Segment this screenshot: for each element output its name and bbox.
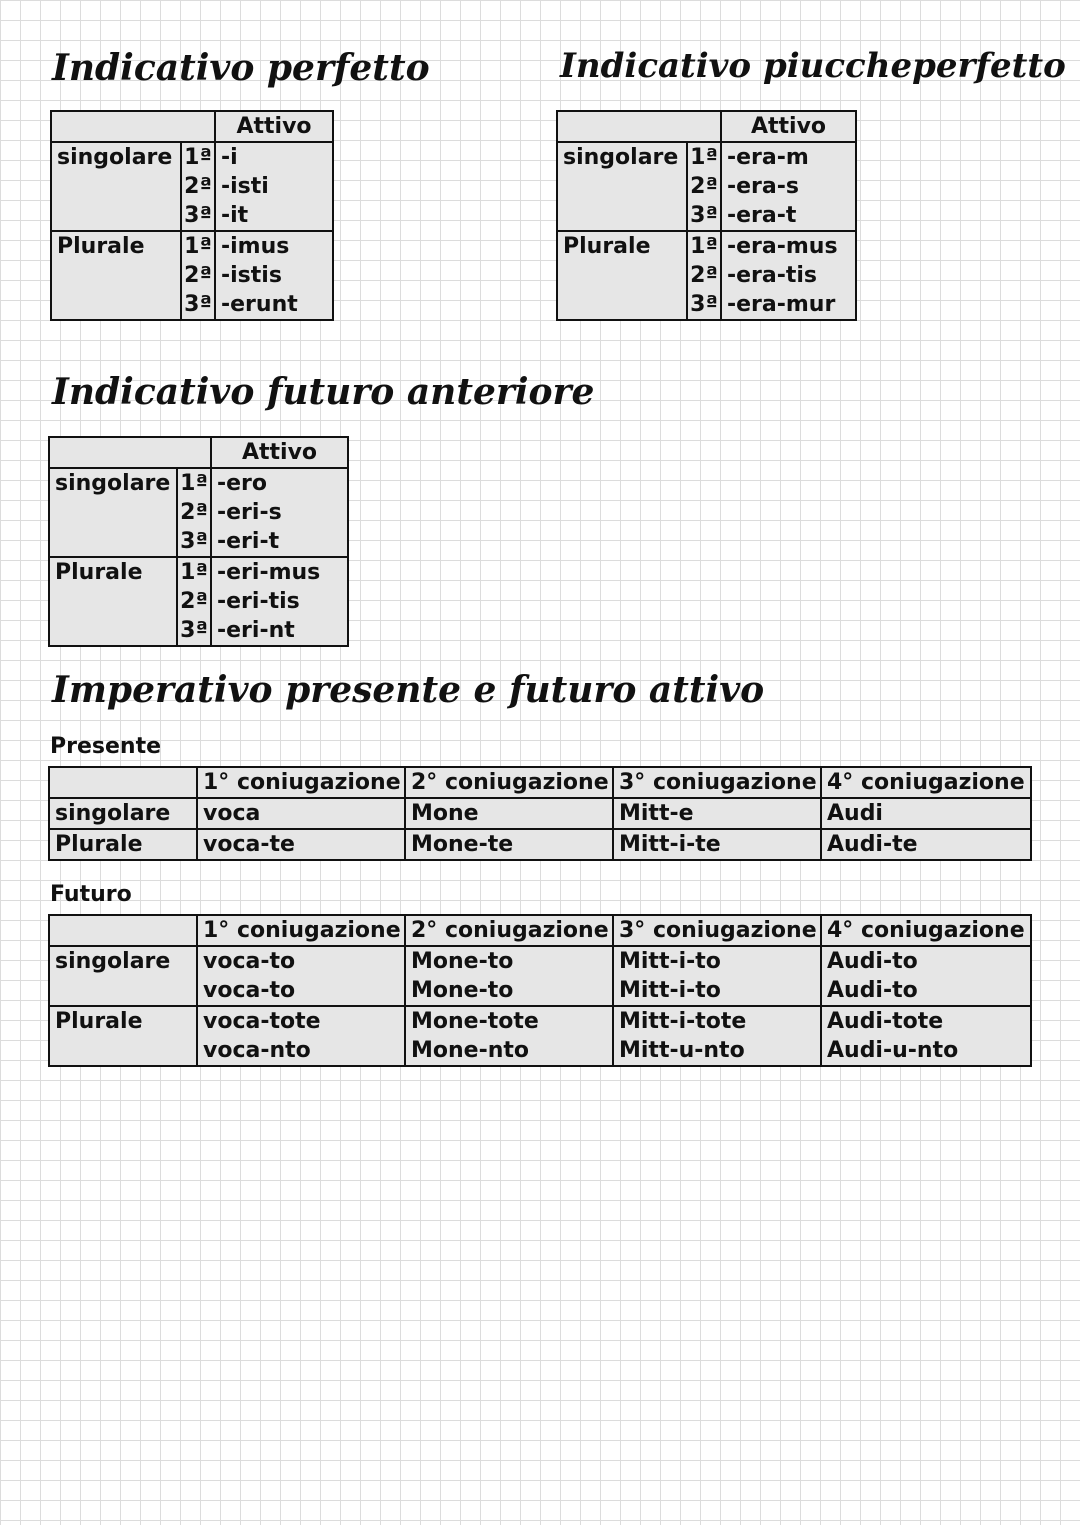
column-header: Attivo [211, 437, 348, 468]
form-cell: Audi-to [821, 946, 1031, 976]
ending-cell: -eri-t [211, 527, 348, 557]
table-row [557, 142, 856, 172]
table-imperativo-presente [48, 766, 1032, 861]
column-header: 3° coniugazione [613, 915, 821, 946]
row-label-singolare: singolare [49, 798, 197, 829]
row-label-singolare: singolare [49, 468, 177, 557]
form-cell: Mone-nto [405, 1036, 613, 1066]
table-row [557, 231, 856, 261]
form-cell: voca-tote [197, 1006, 405, 1036]
ending-cell: -era-s [721, 172, 856, 201]
person-number: 2ª [687, 172, 721, 201]
table-row [49, 468, 348, 498]
table-row [49, 557, 348, 587]
person-number: 1ª [177, 468, 211, 498]
form-cell: voca-to [197, 946, 405, 976]
table-row [49, 437, 348, 468]
column-header: 2° coniugazione [405, 915, 613, 946]
ending-cell: -imus [215, 231, 333, 261]
form-cell: voca-nto [197, 1036, 405, 1066]
ending-cell: -era-m [721, 142, 856, 172]
table-row [51, 231, 333, 261]
form-cell: Mone [405, 798, 613, 829]
person-number: 1ª [177, 557, 211, 587]
column-header: Attivo [215, 111, 333, 142]
person-number: 3ª [687, 290, 721, 320]
column-header: 2° coniugazione [405, 767, 613, 798]
person-number: 1ª [687, 231, 721, 261]
row-label-plurale: Plurale [49, 829, 197, 860]
ending-cell: -erunt [215, 290, 333, 320]
ending-cell: -ero [211, 468, 348, 498]
person-number: 3ª [177, 616, 211, 646]
form-cell: Mone-to [405, 946, 613, 976]
person-number: 2ª [177, 498, 211, 527]
row-label-singolare: singolare [557, 142, 687, 231]
form-cell: Audi-te [821, 829, 1031, 860]
table-row [49, 1006, 1031, 1036]
ending-cell: -eri-s [211, 498, 348, 527]
person-number: 3ª [181, 290, 215, 320]
row-label-plurale: Plurale [49, 557, 177, 646]
person-number: 3ª [177, 527, 211, 557]
form-cell: Mone-tote [405, 1006, 613, 1036]
ending-cell: -eri-tis [211, 587, 348, 616]
table-row [49, 976, 1031, 1006]
label-futuro: Futuro [50, 882, 132, 907]
table-row [49, 798, 1031, 829]
table-row [49, 915, 1031, 946]
ending-cell: -it [215, 201, 333, 231]
table-row [49, 946, 1031, 976]
ending-cell: -era-mus [721, 231, 856, 261]
table-row [49, 829, 1031, 860]
title-futuro-anteriore: Indicativo futuro anteriore [52, 371, 595, 413]
form-cell: Audi [821, 798, 1031, 829]
row-label-plurale: Plurale [557, 231, 687, 320]
title-piuccheperfetto: Indicativo piuccheperfetto [560, 46, 1066, 86]
column-header: 3° coniugazione [613, 767, 821, 798]
row-label-plurale: Plurale [51, 231, 181, 320]
row-label-singolare: singolare [49, 946, 197, 1006]
person-number: 1ª [181, 231, 215, 261]
row-label-plurale: Plurale [49, 1006, 197, 1066]
ending-cell: -isti [215, 172, 333, 201]
table-perfetto [50, 110, 334, 321]
form-cell: voca-te [197, 829, 405, 860]
label-presente: Presente [50, 734, 162, 759]
form-cell: Mitt-i-tote [613, 1006, 821, 1036]
person-number: 1ª [181, 142, 215, 172]
title-imperativo: Imperativo presente e futuro attivo [52, 669, 765, 711]
person-number: 1ª [687, 142, 721, 172]
table-futuro-anteriore [48, 436, 349, 647]
form-cell: Mone-te [405, 829, 613, 860]
form-cell: Mitt-e [613, 798, 821, 829]
row-label-singolare: singolare [51, 142, 181, 231]
ending-cell: -era-tis [721, 261, 856, 290]
form-cell: voca [197, 798, 405, 829]
ending-cell: -era-t [721, 201, 856, 231]
column-header: 1° coniugazione [197, 767, 405, 798]
ending-cell: -era-mur [721, 290, 856, 320]
form-cell: Audi-u-nto [821, 1036, 1031, 1066]
form-cell: Audi-tote [821, 1006, 1031, 1036]
ending-cell: -eri-nt [211, 616, 348, 646]
form-cell: Audi-to [821, 976, 1031, 1006]
ending-cell: -i [215, 142, 333, 172]
form-cell: Mitt-i-te [613, 829, 821, 860]
person-number: 2ª [181, 261, 215, 290]
form-cell: Mitt-i-to [613, 976, 821, 1006]
form-cell: Mitt-i-to [613, 946, 821, 976]
form-cell: Mone-to [405, 976, 613, 1006]
person-number: 3ª [687, 201, 721, 231]
form-cell: Mitt-u-nto [613, 1036, 821, 1066]
table-row [557, 111, 856, 142]
form-cell: voca-to [197, 976, 405, 1006]
person-number: 2ª [687, 261, 721, 290]
person-number: 2ª [177, 587, 211, 616]
column-header: Attivo [721, 111, 856, 142]
table-row [49, 1036, 1031, 1066]
column-header: 4° coniugazione [821, 915, 1031, 946]
table-row [49, 767, 1031, 798]
column-header: 4° coniugazione [821, 767, 1031, 798]
table-piuccheperfetto [556, 110, 857, 321]
table-row [51, 111, 333, 142]
person-number: 2ª [181, 172, 215, 201]
title-perfetto: Indicativo perfetto [52, 47, 430, 89]
table-row [51, 142, 333, 172]
ending-cell: -istis [215, 261, 333, 290]
ending-cell: -eri-mus [211, 557, 348, 587]
person-number: 3ª [181, 201, 215, 231]
column-header: 1° coniugazione [197, 915, 405, 946]
table-imperativo-futuro [48, 914, 1032, 1067]
